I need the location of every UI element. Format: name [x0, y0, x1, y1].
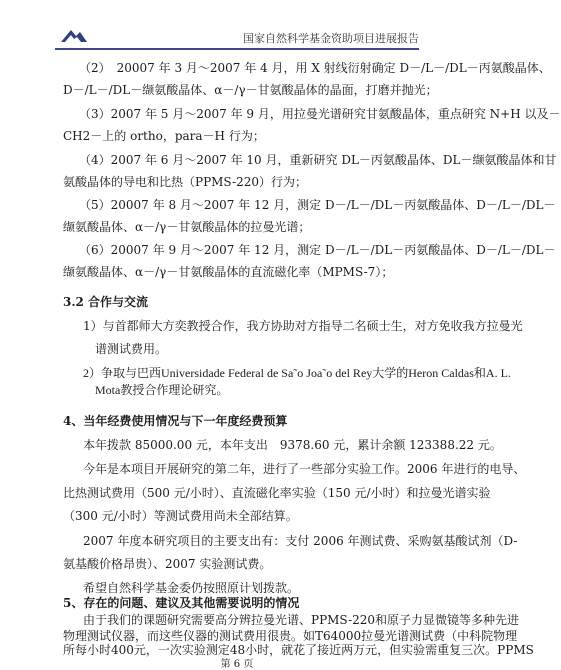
body-line: （2） 20007 年 3 月～2007 年 4 月，用 X 射线衍射确定 D－/L－/DL－丙氨酸晶体、: [79, 61, 551, 75]
body-line: （6）20007 年 9 月～2007 年 12 月，测定 D－/L－/DL－丙氨酸晶体、D－/L－/DL－: [79, 243, 556, 257]
nsfc-logo-icon: [61, 24, 87, 46]
list-item-cont: Mota教授合作理论研究。: [95, 383, 229, 397]
body-line: 物理测试仪器，而这些仪器的测试费用很贵。如T64000拉曼光谱测试费（中科院物理: [63, 629, 518, 643]
body-line: 2007 年度本研究项目的主要支出有：支付 2006 年测试费、采购氨基酸试剂（D-: [83, 534, 518, 548]
page-header: [55, 18, 419, 48]
body-line: 缬氨酸晶体、α－/γ－甘氨酸晶体的直流磁化率（MPMS-7）；: [63, 265, 394, 279]
list-item: 1）与首都师大方奕教授合作，我方协助对方指导二名硕士生，对方免收我方拉曼光: [83, 319, 523, 333]
body-line: 由于我们的课题研究需要高分辨拉曼光谱、PPMS-220和原子力显微镜等多种先进: [83, 613, 520, 627]
body-line: 本年拨款 85000.00 元，本年支出 9378.60 元，累计余额 123388.22 元。: [83, 438, 502, 452]
body-line: 希望自然科学基金委仍按照原计划拨款。: [83, 581, 300, 595]
body-line: （4）2007 年 6 月～2007 年 10 月，重新研究 DL－丙氨酸晶体、DL－缬氨酸晶体和甘: [79, 153, 557, 167]
body-line: 所每小时400元，一次实验测定48小时，就花了接近两万元，但实验需重复三次。PPMS: [63, 643, 534, 657]
body-line: 氨酸晶体的导电和比热（PPMS-220）行为；: [63, 175, 308, 189]
body-line: D－/L－/DL－缬氨酸晶体、α－/γ－甘氨酸晶体的晶面，打磨并抛光；: [63, 83, 438, 97]
list-item-cont: 谱测试费用。: [95, 342, 168, 356]
section-heading-3-2: 3.2 合作与交流: [63, 295, 149, 309]
body-line: 氨基酸价格昂贵）、2007 实验测试费。: [63, 557, 272, 571]
section-heading-5: 5、存在的问题、建议及其他需要说明的情况: [63, 596, 300, 610]
body-line: （3）2007 年 5 月～2007 年 9 月，用拉曼光谱研究甘氨酸晶体，重点研究 N+H 以及－: [79, 107, 561, 121]
body-line: 比热测试费用（500 元/小时）、直流磁化率实验（150 元/小时）和拉曼光谱实验: [63, 486, 491, 500]
body-line: （5）20007 年 8 月～2007 年 12 月，测定 D－/L－/DL－丙氨酸晶体、D－/L－/DL－: [79, 198, 556, 212]
header-rule: [55, 48, 419, 50]
body-line: CH2－上的 ortho，para－H 行为；: [63, 129, 265, 143]
body-line: （300 元/小时）等测试费用尚未全部结算。: [63, 509, 298, 523]
body-line: 今年是本项目开展研究的第二年，进行了一些部分实验工作。2006 年进行的电导、: [83, 462, 526, 476]
page-footer: 第 6 页: [220, 659, 254, 670]
header-title: 国家自然科学基金资助项目进展报告: [243, 32, 419, 45]
list-item: 2）争取与巴西Universidade Federal de Sa˜o Joa˜o del Rey大学的Heron Caldas和A. L.: [83, 366, 511, 380]
section-heading-4: 4、当年经费使用情况与下一年度经费预算: [63, 414, 288, 428]
body-line: 缬氨酸晶体、α－/γ－甘氨酸晶体的拉曼光谱；: [63, 220, 311, 234]
